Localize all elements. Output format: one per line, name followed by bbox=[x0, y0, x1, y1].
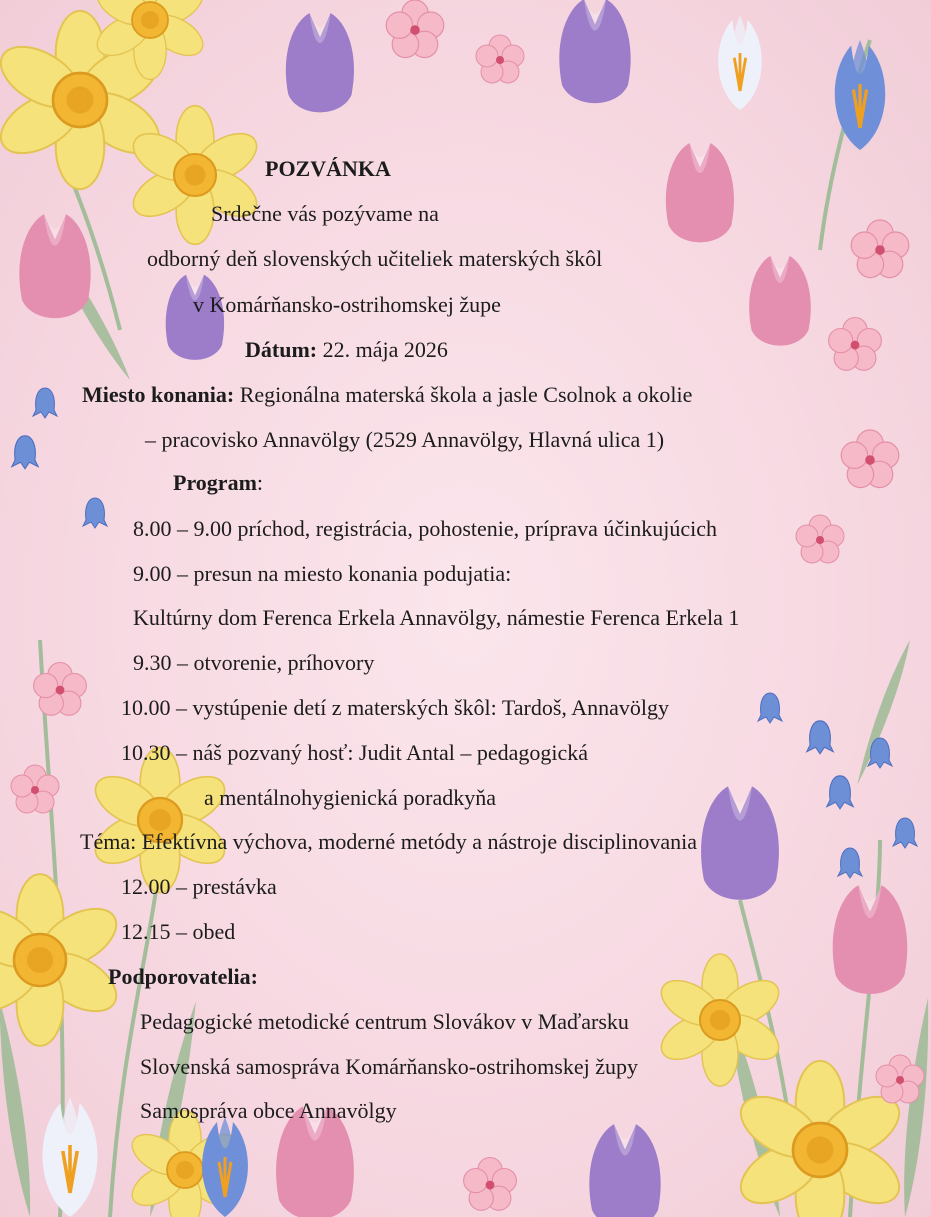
intro-line-3: v Komárňansko-ostrihomskej župe bbox=[193, 292, 501, 317]
program-item: Téma: Efektívna výchova, moderné metódy a nástroje disciplinovania bbox=[80, 829, 698, 854]
venue-line bbox=[82, 382, 692, 408]
date-line bbox=[245, 337, 448, 363]
program-heading bbox=[173, 470, 263, 496]
program-item: Kultúrny dom Ferenca Erkela Annavölgy, námestie Ferenca Erkela 1 bbox=[133, 605, 740, 630]
venue-label: Miesto konania: bbox=[82, 382, 235, 407]
program-item: 12.15 – obed bbox=[121, 919, 236, 944]
program-item: 12.00 – prestávka bbox=[121, 874, 277, 899]
venue-line-2: – pracovisko Annavölgy (2529 Annavölgy, Hlavná ulica 1) bbox=[145, 427, 665, 452]
program-item: 10.30 – náš pozvaný hosť: Judit Antal – pedagogická bbox=[121, 740, 589, 765]
program-item: 9.00 – presun na miesto konania podujatia: bbox=[133, 561, 512, 586]
invitation-title: POZVÁNKA bbox=[265, 156, 391, 181]
program-item: a mentálnohygienická poradkyňa bbox=[204, 785, 497, 810]
supporter-item: Samospráva obce Annavölgy bbox=[140, 1098, 397, 1123]
date-value: 22. mája 2026 bbox=[317, 337, 448, 362]
program-label: Program bbox=[173, 470, 257, 495]
program-colon: : bbox=[256, 470, 264, 495]
supporter-item: Pedagogické metodické centrum Slovákov v Maďarsku bbox=[140, 1009, 629, 1034]
supporter-item: Slovenská samospráva Komárňansko-ostrihomskej župy bbox=[140, 1054, 638, 1079]
program-item: 8.00 – 9.00 príchod, registrácia, pohostenie, príprava účinkujúcich bbox=[133, 516, 718, 541]
venue-value: Regionálna materská škola a jasle Csolnok a okolie bbox=[234, 382, 693, 407]
supporters-heading: Podporovatelia: bbox=[108, 964, 258, 989]
intro-line-1: Srdečne vás pozývame na bbox=[211, 201, 439, 226]
program-item: 10.00 – vystúpenie detí z materských škôl: Tardoš, Annavölgy bbox=[121, 695, 669, 720]
program-item: 9.30 – otvorenie, príhovory bbox=[133, 650, 375, 675]
intro-line-2: odborný deň slovenských učiteliek materských škôl bbox=[147, 246, 603, 271]
date-label: Dátum: bbox=[245, 337, 318, 362]
